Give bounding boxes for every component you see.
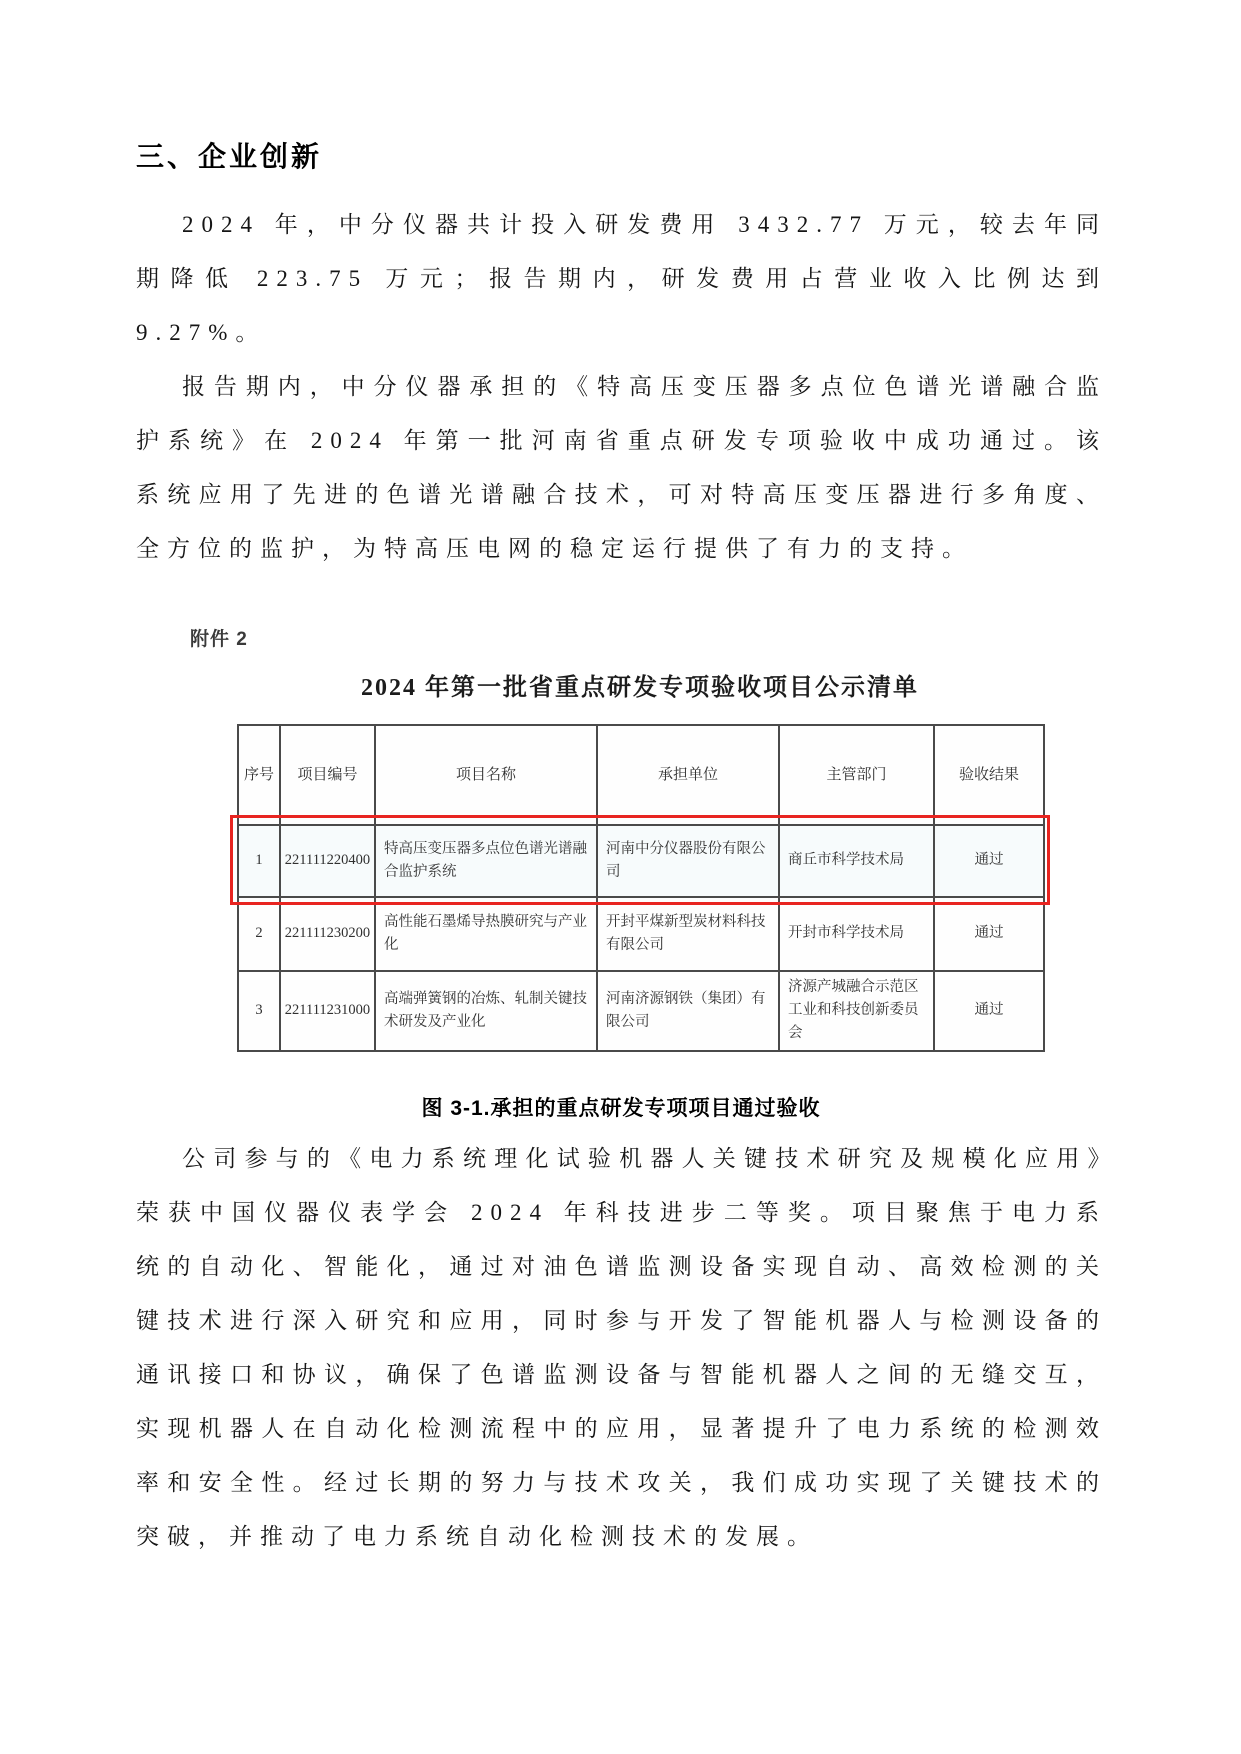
table-cell: 221111230200 [280,897,375,971]
table-cell: 济源产城融合示范区工业和科技创新委员会 [779,971,934,1051]
paragraph-rd-expense: 2024 年，中分仪器共计投入研发费用 3432.77 万元，较去年同期降低 223.75 万元；报告期内，研发费用占营业收入比例达到 9.27%。 [136,212,1107,345]
table-cell: 2 [238,897,280,971]
attachment-table-title: 2024 年第一批省重点研发专项验收项目公示清单 [361,675,919,701]
table-cell: 3 [238,971,280,1051]
table-cell: 高性能石墨烯导热膜研究与产业化 [375,897,597,971]
table-row [238,971,1044,1051]
table-wrapper [237,724,1043,1052]
table-cell: 221111231000 [280,971,375,1051]
paragraph-robot-award: 公司参与的《电力系统理化试验机器人关键技术研究及规模化应用》荣获中国仪器仪表学会 2024 年科技进步二等奖。项目聚焦于电力系统的自动化、智能化，通过对油色谱监测设备实现自动、高效检测的关键技术进行深入研究和应用，同时参与开发了智能机器人与检测设备的通讯接口和协议，确保了色谱监测设备与智能机器人之间的无缝交互，实现机器人在自动化检测流程中的应用，显著提升了电力系统的检测效率和安全性。经过长期的努力与技术攻关，我们成功实现了关键技术的突破，并推动了电力系统自动化检测技术的发展。 [136,1145,1107,1549]
attachment-figure [136,624,1107,1052]
figure-caption: 图 3-1.承担的重点研发专项项目通过验收 [421,1096,821,1120]
table-cell: 特高压变压器多点位色谱光谱融合监护系统 [375,825,597,897]
paragraph-project-acceptance: 报告期内，中分仪器承担的《特高压变压器多点位色谱光谱融合监护系统》在 2024 年第一批河南省重点研发专项验收中成功通过。该系统应用了先进的色谱光谱融合技术，可对特高压变压器进行多角度、全方位的监护，为特高压电网的稳定运行提供了有力的支持。 [136,374,1107,561]
table-header-code: 项目编号 [280,725,375,825]
section-heading: 三、企业创新 [136,141,323,172]
table-header-result: 验收结果 [934,725,1044,825]
table-row [238,897,1044,971]
table-cell: 高端弹簧钢的冶炼、轧制关键技术研发及产业化 [375,971,597,1051]
table-header-dept: 主管部门 [779,725,934,825]
table-cell: 河南济源钢铁（集团）有限公司 [597,971,779,1051]
attachment-label: 附件 2 [190,629,248,650]
table-header-org: 承担单位 [597,725,779,825]
table-header-row [238,725,1044,825]
table-row [238,825,1044,897]
table-header-seq: 序号 [238,725,280,825]
table-cell: 通过 [934,971,1044,1051]
table-cell: 商丘市科学技术局 [779,825,934,897]
table-cell: 开封市科学技术局 [779,897,934,971]
approval-project-table [237,724,1045,1052]
table-cell: 221111220400 [280,825,375,897]
table-cell: 通过 [934,897,1044,971]
table-cell: 开封平煤新型炭材料科技有限公司 [597,897,779,971]
table-cell: 河南中分仪器股份有限公司 [597,825,779,897]
table-cell: 通过 [934,825,1044,897]
table-cell: 1 [238,825,280,897]
table-header-name: 项目名称 [375,725,597,825]
